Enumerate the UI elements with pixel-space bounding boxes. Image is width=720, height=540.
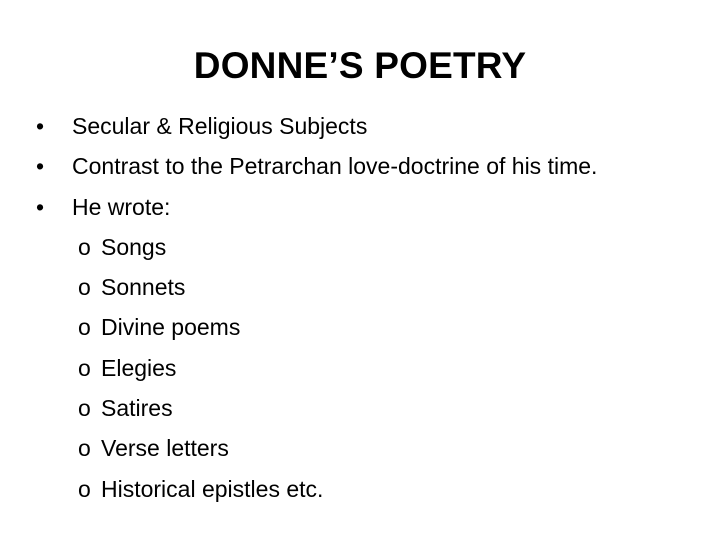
sub-item <box>36 227 696 267</box>
sub-marker: o <box>78 435 91 462</box>
bullet-text: Secular & Religious Subjects <box>72 113 368 139</box>
bullet-text: He wrote: <box>72 193 171 220</box>
sub-marker: o <box>78 233 91 260</box>
sub-item-text: Divine poems <box>101 314 241 341</box>
bullet-marker: • <box>36 193 45 220</box>
bullet-text: Contrast to the Petrarchan love-doctrine of his time. <box>72 153 598 180</box>
bullet-item <box>36 106 696 146</box>
sub-marker: o <box>78 354 91 381</box>
sub-item-text: Songs <box>101 233 167 260</box>
sub-item-text: Elegies <box>101 354 177 381</box>
sub-marker: o <box>78 395 91 422</box>
sub-marker: o <box>78 475 91 502</box>
bullet-list <box>36 106 696 509</box>
bullet-marker: • <box>36 113 45 139</box>
bullet-marker: • <box>36 153 45 180</box>
sub-item <box>36 428 696 468</box>
sub-item <box>36 267 696 307</box>
sub-marker: o <box>78 314 91 341</box>
sub-item <box>36 469 696 509</box>
sub-item-text: Historical epistles etc. <box>101 475 324 502</box>
sub-item <box>36 307 696 347</box>
sub-item <box>36 388 696 428</box>
sub-item-text: Verse letters <box>101 435 229 462</box>
sub-item <box>36 348 696 388</box>
bullet-item <box>36 146 696 186</box>
sub-item-text: Satires <box>101 395 173 422</box>
sub-item-text: Sonnets <box>101 274 186 301</box>
bullet-item <box>36 187 696 227</box>
slide-title: DONNE’S POETRY <box>193 45 527 86</box>
sub-marker: o <box>78 274 91 301</box>
